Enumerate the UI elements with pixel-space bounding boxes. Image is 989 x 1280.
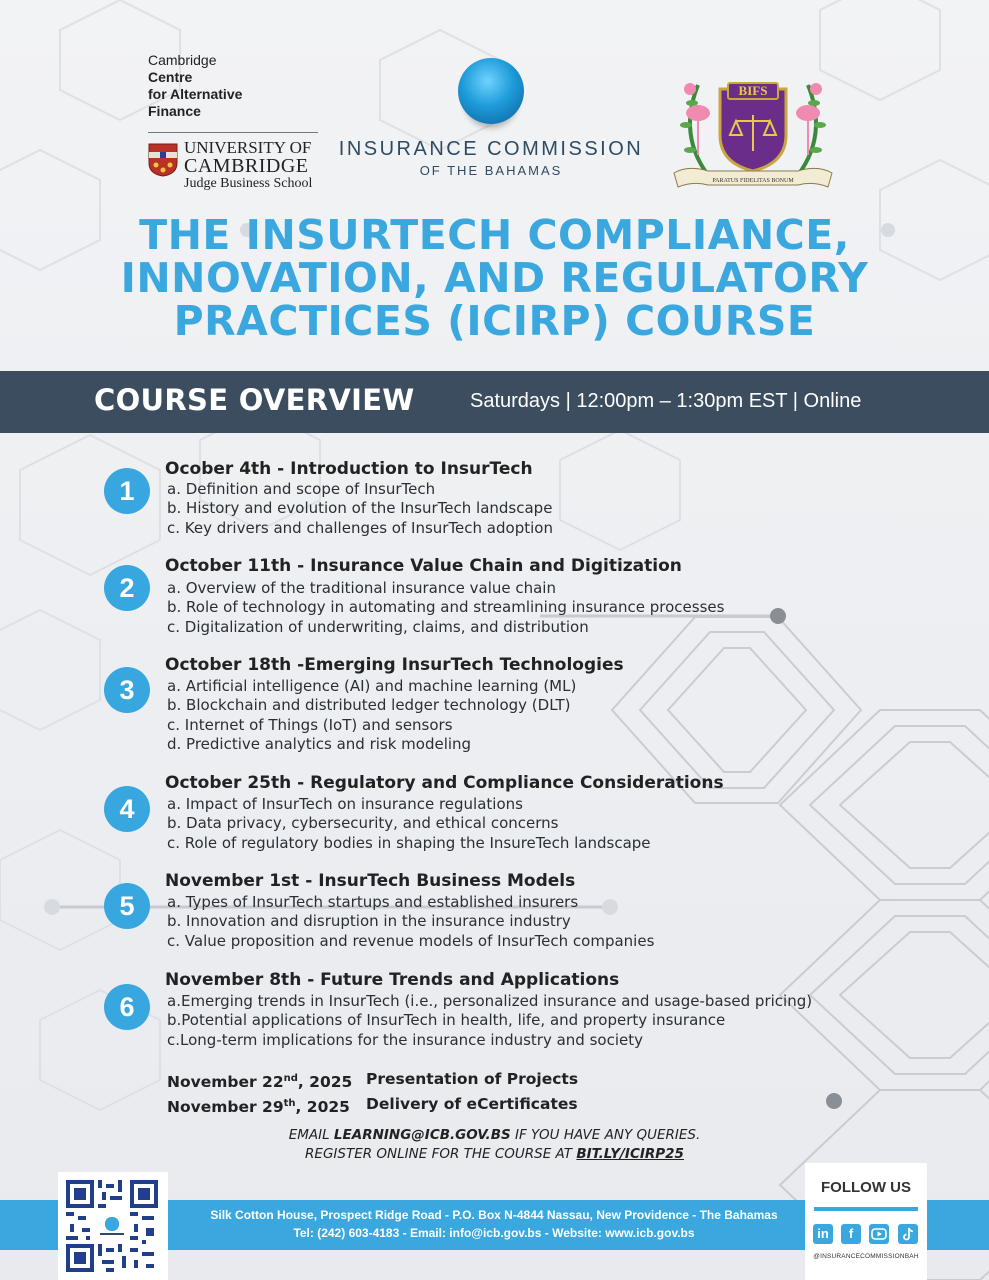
module-item: a. Overview of the traditional insurance value chain <box>167 579 556 597</box>
module-item: a.Emerging trends in InsurTech (i.e., personalized insurance and usage-based pricing) <box>167 992 813 1010</box>
email-link[interactable]: LEARNING@ICB.GOV.BS <box>333 1127 511 1143</box>
linkedin-icon[interactable]: in <box>813 1224 833 1244</box>
module-item: b.Potential applications of InsurTech in health, life, and property insurance <box>167 1011 726 1030</box>
facebook-icon[interactable]: f <box>841 1224 861 1244</box>
module-item: a. Impact of InsurTech on insurance regulations <box>167 795 523 813</box>
date-row <box>167 1093 578 1118</box>
logo-divider <box>148 132 318 133</box>
key-dates <box>167 1068 578 1118</box>
university-line-2: CAMBRIDGE <box>184 155 309 177</box>
module-items <box>167 795 651 853</box>
module-number-badge: 6 <box>104 984 150 1030</box>
ccaf-line-3: for Alternative <box>148 86 243 102</box>
overview-label: COURSE OVERVIEW <box>94 383 415 417</box>
module-title: November 1st - InsurTech Business Models <box>165 871 576 891</box>
module-item: d. Predictive analytics and risk modeling <box>167 734 472 753</box>
university-line-1: UNIVERSITY OF <box>184 138 312 157</box>
module-items <box>167 893 654 951</box>
title-line-3: PRACTICES (ICIRP) COURSE <box>173 297 816 345</box>
title-line-1: THE INSURTECH COMPLIANCE, <box>139 211 850 259</box>
module-item: a. Artificial intelligence (AI) and machine learning (ML) <box>167 677 577 695</box>
date-label: November 22nd, 2025 <box>167 1073 353 1092</box>
cambridge-logo <box>148 52 318 192</box>
module-items <box>167 677 576 754</box>
bifs-logo-text: BIFS <box>738 83 768 98</box>
module-title: October 11th - Insurance Value Chain and Digitization <box>165 556 682 576</box>
footer-contact <box>168 1206 820 1242</box>
module-item: c. Value proposition and revenue models of InsurTech companies <box>167 931 655 950</box>
ccaf-line-4: Finance <box>148 103 201 119</box>
register-link[interactable]: BIT.LY/ICIRP25 <box>576 1146 684 1162</box>
module-items <box>167 480 553 538</box>
email-line: EMAIL LEARNING@ICB.GOV.BS IF YOU HAVE ANY QUERIES. <box>288 1127 701 1143</box>
module-item: b. Role of technology in automating and streamlining insurance processes <box>167 598 725 617</box>
module-item: c. Digitalization of underwriting, claims, and distribution <box>167 617 589 636</box>
module-number-badge: 1 <box>104 468 150 514</box>
follow-divider <box>814 1207 918 1211</box>
module-item: b. History and evolution of the InsurTech landscape <box>167 499 553 518</box>
icb-logo <box>330 58 652 178</box>
footer-contact-line: Tel: (242) 603-4183 - Email: info@icb.gov.bs - Website: www.icb.gov.bs <box>293 1226 695 1240</box>
module-title: October 25th - Regulatory and Compliance Considerations <box>165 773 724 793</box>
footer-address: Silk Cotton House, Prospect Ridge Road - P.O. Box N-4844 Nassau, New Providence - The Bahamas <box>210 1208 778 1222</box>
ccaf-line-2: Centre <box>148 69 193 85</box>
follow-title: FOLLOW US <box>821 1179 911 1196</box>
cambridge-crest-icon <box>148 143 178 177</box>
icb-orb-icon <box>458 58 524 124</box>
module-item: b. Blockchain and distributed ledger technology (DLT) <box>167 696 571 715</box>
overview-schedule: Saturdays | 12:00pm – 1:30pm EST | Online <box>470 390 862 412</box>
module-item: c.Long-term implications for the insurance industry and society <box>167 1030 643 1049</box>
module-number-badge: 3 <box>104 667 150 713</box>
module-item: b. Innovation and disruption in the insurance industry <box>167 912 571 931</box>
module-title: Ocober 4th - Introduction to InsurTech <box>165 459 533 479</box>
module-item: b. Data privacy, cybersecurity, and ethical concerns <box>167 814 559 833</box>
qr-code-icon <box>66 1180 158 1272</box>
bifs-logo <box>668 55 838 195</box>
youtube-icon[interactable] <box>869 1224 889 1244</box>
register-line: REGISTER ONLINE FOR THE COURSE AT BIT.LY/ICIRP25 <box>305 1146 684 1162</box>
page-title <box>0 211 989 345</box>
module-item: c. Role of regulatory bodies in shaping the InsureTech landscape <box>167 833 651 852</box>
date-event: Delivery of eCertificates <box>366 1095 578 1114</box>
module-number-badge: 5 <box>104 883 150 929</box>
title-line-2: INNOVATION, AND REGULATORY <box>120 254 869 302</box>
follow-us-panel <box>805 1163 927 1280</box>
module-item: a. Definition and scope of InsurTech <box>167 480 436 498</box>
course-overview-banner <box>0 371 989 433</box>
ccaf-line-1: Cambridge <box>148 52 217 68</box>
module-item: c. Key drivers and challenges of InsurTech adoption <box>167 518 553 537</box>
module-title: November 8th - Future Trends and Applications <box>165 970 620 990</box>
ccaf-wordmark <box>148 52 318 120</box>
bifs-motto: PARATUS FIDELITAS BONUM <box>712 178 794 184</box>
qr-code[interactable] <box>58 1172 168 1280</box>
module-items <box>167 992 812 1050</box>
icb-name: INSURANCE COMMISSION <box>338 138 644 160</box>
module-item: a. Types of InsurTech startups and established insurers <box>167 893 579 911</box>
date-row <box>167 1068 578 1093</box>
module-item: c. Internet of Things (IoT) and sensors <box>167 715 453 734</box>
date-label: November 29th, 2025 <box>167 1098 350 1117</box>
university-line-3: Judge Business School <box>184 176 313 191</box>
module-items <box>167 579 724 637</box>
module-number-badge: 2 <box>104 565 150 611</box>
module-title: October 18th -Emerging InsurTech Technologies <box>165 655 624 675</box>
icb-subtitle: OF THE BAHAMAS <box>419 163 563 178</box>
tiktok-icon[interactable] <box>898 1224 918 1244</box>
module-number-badge: 4 <box>104 786 150 832</box>
date-event: Presentation of Projects <box>366 1070 579 1088</box>
social-handle: @INSURANCECOMMISSIONBAH <box>813 1253 919 1260</box>
contact-info <box>0 1126 989 1164</box>
